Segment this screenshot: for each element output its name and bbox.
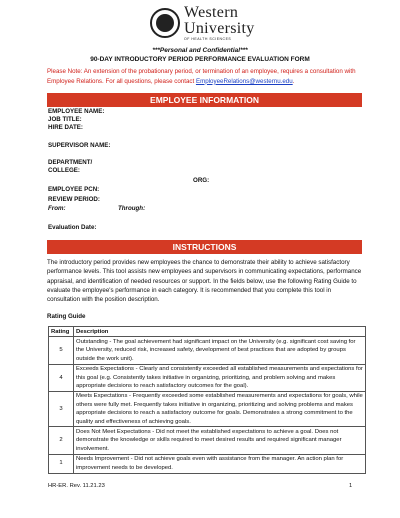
rating-guide-title: Rating Guide	[47, 313, 86, 320]
instructions-text: The introductory period provides new employees the chance to demonstrate their ability to achieve satisfactory performance levels. This tool assists new employees and supervisors in communicating expectations, performance appraisal, and identification of needed resources or support. In the fields below, use the following Rating Guide to evaluate the employee's performance in each category. It is recommended that you complete this tool in consultation with the position description.	[47, 259, 362, 304]
job-title-label: JOB TITLE:	[48, 116, 82, 123]
review-through-label: Through:	[118, 205, 146, 212]
logo-line-1: Western	[184, 4, 239, 21]
review-period-label: REVIEW PERIOD:	[48, 196, 100, 203]
page-number: 1	[349, 483, 353, 489]
org-label: ORG:	[193, 177, 210, 184]
rating-column-header: Rating	[49, 327, 74, 337]
rating-cell: 2	[49, 427, 74, 454]
table-row	[49, 454, 366, 473]
rating-cell: 1	[49, 454, 74, 473]
description-cell: Does Not Meet Expectations - Did not meet the established expectations to achieve a goal. Does not demonstrate the knowledge or skills required to meet desired results and required significant manager involvement.	[74, 427, 366, 454]
university-logo	[150, 5, 255, 42]
employee-name-label: EMPLOYEE NAME:	[48, 108, 105, 115]
table-row	[49, 364, 366, 391]
description-cell: Outstanding - The goal achievement had significant impact on the University (e.g. significant cost saving for the University, reduced risk, increased safety, development of best practices that are adopted by groups outside the work unit).	[74, 337, 366, 364]
hire-date-label: HIRE DATE:	[48, 124, 83, 131]
employee-relations-email-link[interactable]: EmployeeRelations@westernu.edu	[195, 77, 293, 85]
logo-line-2: University	[184, 20, 255, 37]
college-label: COLLEGE:	[48, 167, 80, 174]
note-text: Please Note: An extension of the probationary period, or termination of an employee, requires a consultation with Employee Relations. For all questions, please contact	[47, 68, 356, 85]
consultation-note	[47, 67, 372, 86]
table-row	[49, 337, 366, 364]
revision-footer: HR-ER. Rev. 11.21.23	[48, 483, 105, 489]
form-title: 90-DAY INTRODUCTORY PERIOD PERFORMANCE EVALUATION FORM	[90, 56, 310, 63]
supervisor-name-label: SUPERVISOR NAME:	[48, 142, 111, 149]
rating-cell: 4	[49, 364, 74, 391]
note-end: .	[292, 77, 295, 85]
description-cell: Exceeds Expectations - Clearly and consistently exceeded all established measurements and expectations for this goal (e.g. Consistently takes initiative in organizing, prioritizing, and problem solving and makes appropriate decisions to reach satisfactory outcomes for the goal).	[74, 364, 366, 391]
department-label: DEPARTMENT/	[48, 159, 93, 166]
rating-cell: 5	[49, 337, 74, 364]
review-from-label: From:	[48, 205, 66, 212]
instructions-heading: INSTRUCTIONS	[47, 240, 362, 254]
evaluation-date-label: Evaluation Date:	[48, 224, 97, 231]
table-row	[49, 427, 366, 454]
confidential-notice: ***Personal and Confidential***	[152, 47, 248, 54]
university-seal-icon	[150, 8, 180, 38]
description-cell: Meets Expectations - Frequently exceeded some established measurements and expectations for goals, while others were fully met. Frequently takes initiative in organizing, prioritizing and solving problems and makes appropriate decisions to reach a satisfactory outcome for goals. Demonstrates a strong commitment to the quality and effectiveness of achieving goals.	[74, 391, 366, 427]
logo-wordmark	[184, 5, 255, 42]
rating-guide-table	[48, 326, 366, 474]
logo-line-3: OF HEALTH SCIENCES	[184, 37, 232, 41]
employee-pcn-label: EMPLOYEE PCN:	[48, 186, 100, 193]
table-header-row	[49, 327, 366, 337]
rating-cell: 3	[49, 391, 74, 427]
table-row	[49, 391, 366, 427]
description-cell: Needs Improvement - Did not achieve goals even with assistance from the manager. An action plan for improvement needs to be developed.	[74, 454, 366, 473]
description-column-header: Description	[74, 327, 366, 337]
employee-information-heading: EMPLOYEE INFORMATION	[47, 93, 362, 107]
